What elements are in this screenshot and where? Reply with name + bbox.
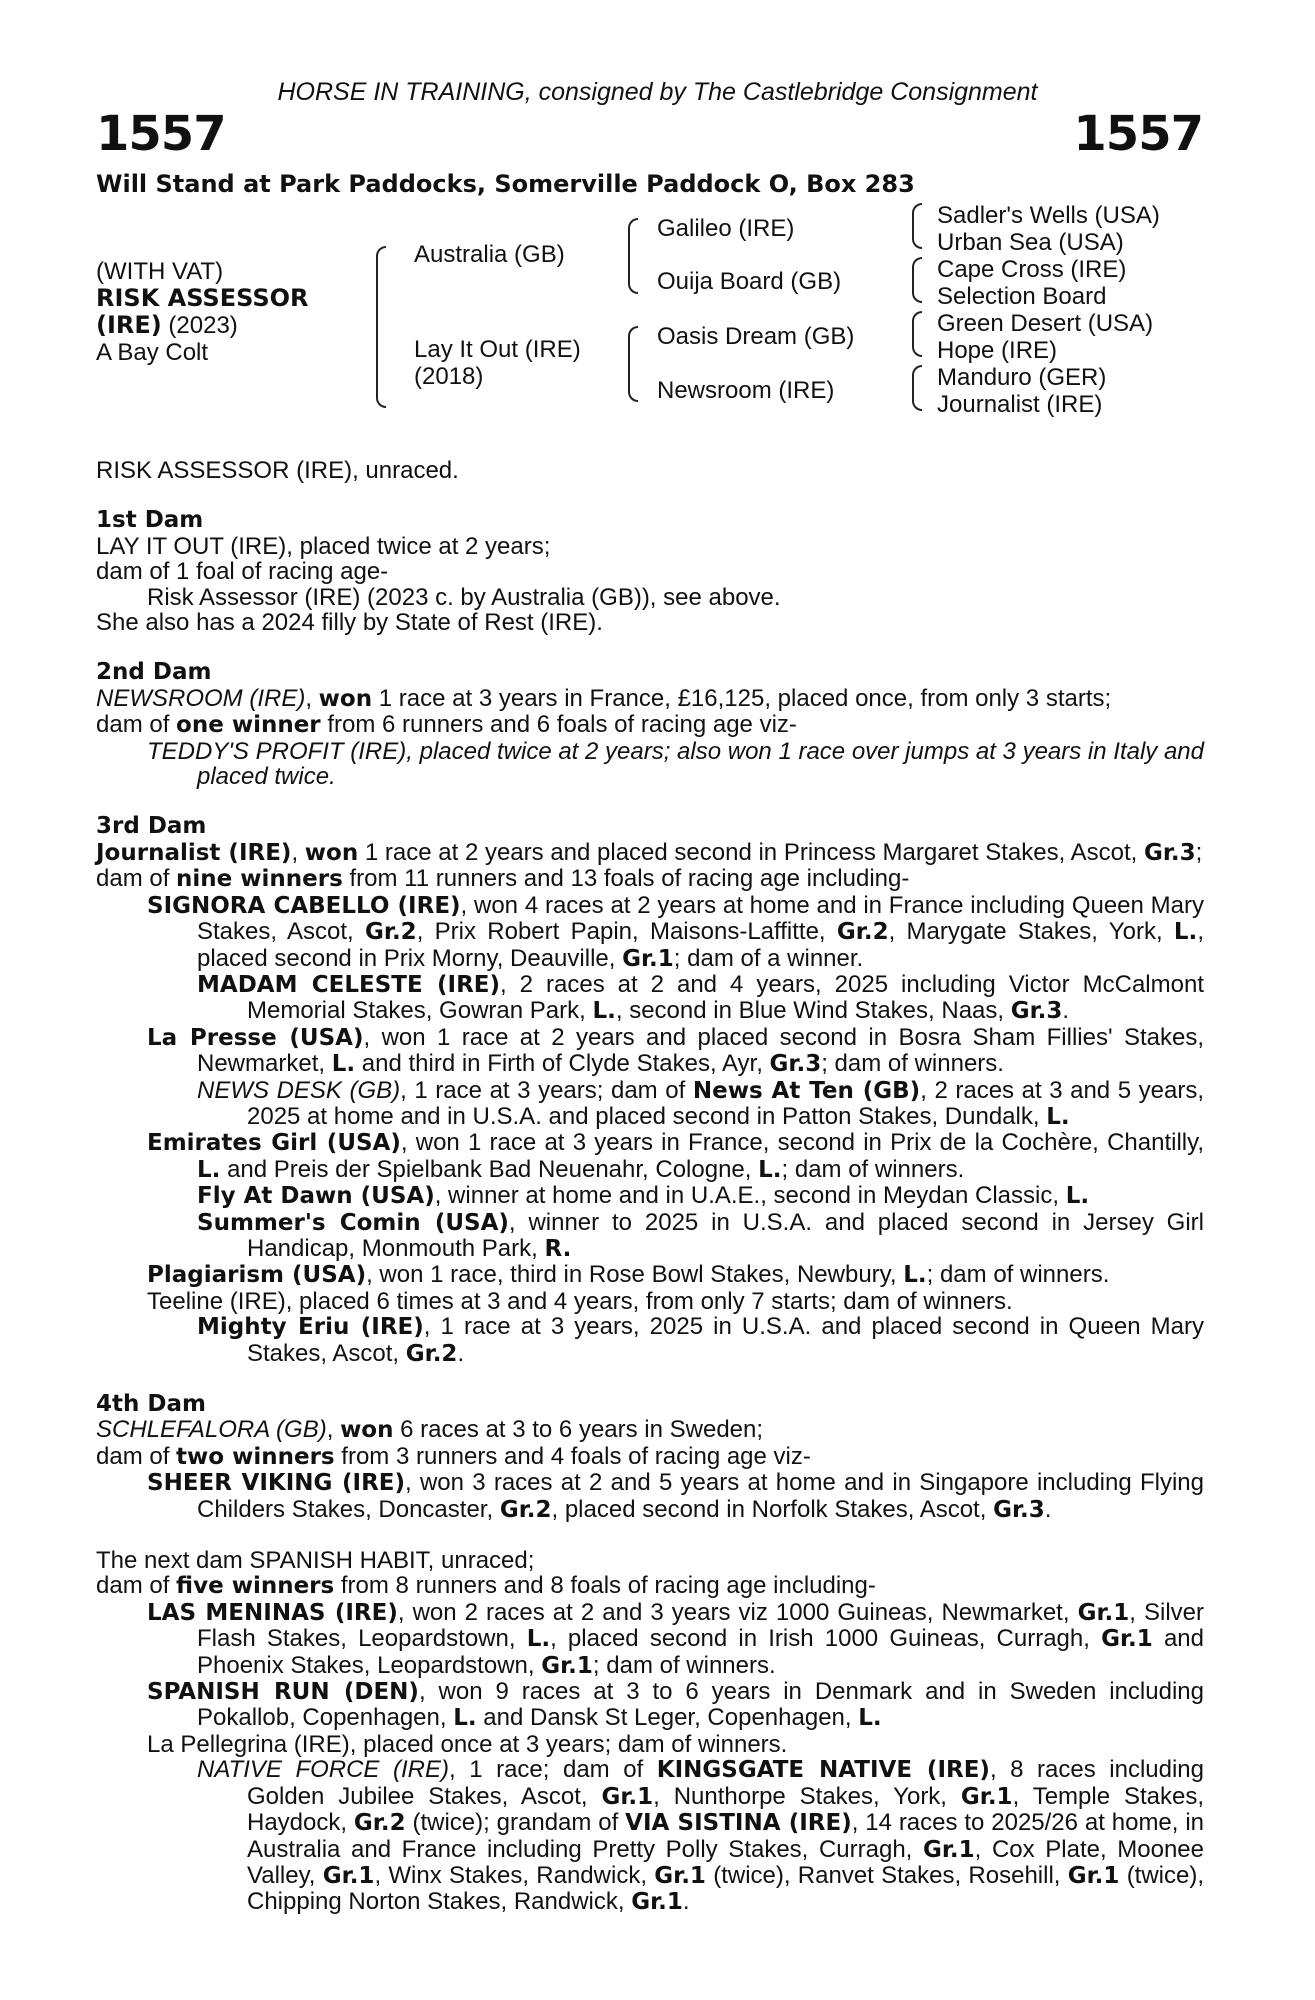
second-dam-name: NEWSROOM (IRE) [96,684,306,712]
bold-text: Gr.2 [365,919,417,946]
text-run: , 1 race at 3 years; dam of [400,1076,693,1104]
teddys-profit: TEDDY'S PROFIT (IRE), placed twice at 2 years; also won 1 race over jumps at 3 years in Italy and placed twice. [147,737,1204,791]
text-run: dam of [96,865,177,893]
text-run: from 3 runners and 4 foals of racing age viz- [334,1442,811,1470]
horse-name: RISK ASSESSOR [96,284,309,312]
bold-text: News At Ten (GB) [692,1077,921,1104]
bold-text: Mighty Eriu (IRE) [197,1314,424,1341]
text-run: , placed second in Irish 1000 Guineas, Curragh, [550,1625,1102,1653]
second-dam-produce [96,712,1204,738]
text-run: , won 1 race at 2 years and placed second in Bosra Sham Fillies' Stakes, Newmarket, [197,1023,1204,1078]
brace-dam-parents [628,326,638,402]
bold-text: L. [1046,1103,1070,1130]
catalogue-body [96,458,1204,1916]
text-run: , won 1 race at 3 years in France, second in Prix de la Cochère, Chantilly, [400,1129,1204,1157]
brace-sire-parents [628,218,638,294]
text-run: , 2 races at 2 and 4 years, 2025 including Victor McCalmont Memorial Stakes, Gowran Park, [247,970,1204,1025]
lot-number-left: 1557 [96,106,226,162]
next-dam-produce [96,1573,1204,1599]
great-grandsire-5: Green Desert (USA) [937,310,1154,337]
bold-text: Gr.3 [769,1051,822,1078]
text-run: dam of [96,1572,177,1600]
great-grandsire-7: Manduro (GER) [937,364,1107,391]
text-run: from 11 runners and 13 foals of racing age including- [342,865,910,893]
bold-text: SHEER VIKING (IRE) [147,1470,406,1497]
text-run: , won 9 races at 3 to 6 years in Denmark and in Sweden including Pokallob, Copenhagen, [197,1678,1204,1732]
text-run: 6 races at 3 to 6 years in Sweden; [393,1416,764,1444]
fourth-dam-record [96,1417,1204,1443]
text-run: and third in Firth of Clyde Stakes, Ayr, [355,1050,770,1078]
text-run: from 8 runners and 8 foals of racing age including- [334,1572,876,1600]
bold-text: Summer's Comin (USA) [197,1209,509,1236]
text-run: (twice), Chipping Norton Stakes, Randwick, [247,1861,1205,1916]
first-dam-heading: 1st Dam [96,507,204,534]
text-run: (twice), Ranvet Stakes, Rosehill, [705,1861,1068,1889]
grandsire-1: Galileo (IRE) [657,215,795,242]
bold-text: Gr.1 [1101,1626,1153,1653]
text-run: . [682,1888,690,1916]
plagiarism [96,1262,1204,1288]
third-dam-name: Journalist (IRE) [96,839,292,866]
bold-text: won [304,839,359,866]
text-run: , Marygate Stakes, York, [888,918,1174,946]
mighty-eriu [96,1314,1204,1367]
brace-ggs-3 [912,311,922,357]
text-run: SCHLEFALORA (GB) [96,1416,327,1444]
text-run: ; dam of winners. [926,1261,1110,1289]
bold-text: Gr.1 [654,1862,706,1889]
text-run: , Winx Stakes, Randwick, [374,1861,655,1889]
text-run: and Preis der Spielbank Bad Neuenahr, Cologne, [220,1155,759,1183]
sheer-viking [96,1470,1204,1523]
summary: RISK ASSESSOR (IRE), unraced. [96,457,459,484]
bold-text: Gr.1 [1067,1862,1120,1889]
bold-text: L. [903,1262,927,1289]
text-run: ; dam of a winner. [673,944,864,972]
text-run: , 14 races to 2025/26 at home, in Australia and France including Pretty Polly Stakes, Curragh, [247,1809,1204,1863]
spanish-run [96,1679,1204,1732]
text-run: , 2 races at 3 and 5 years, 2025 at home and in U.S.A. and placed second in Patton Stakes, Dundalk, [247,1076,1204,1130]
summers-comin [96,1210,1204,1263]
stand-location: Will Stand at Park Paddocks, Somerville Paddock O, Box 283 [96,170,915,198]
emirates-girl [96,1130,1204,1183]
fly-at-dawn [96,1183,1204,1209]
la-pellegrina: La Pellegrina (IRE), placed once at 3 years; dam of winners. [147,1730,788,1758]
text-run: , placed second in Prix Morny, Deauville, [197,918,1204,972]
bold-text: L. [758,1156,782,1183]
great-grandsire-8: Journalist (IRE) [937,391,1103,418]
text-run: NATIVE FORCE (IRE) [197,1756,449,1784]
bold-text: Gr.2 [499,1496,552,1523]
bold-text: KINGSGATE NATIVE (IRE) [656,1757,990,1784]
text-run: , 8 races including Golden Jubilee Stakes, Ascot, [247,1756,1205,1810]
bold-text: R. [544,1235,572,1262]
bold-text: La Presse (USA) [147,1024,364,1051]
bold-text: L. [1173,919,1198,946]
text-run: dam of [96,711,177,739]
consignment-header: HORSE IN TRAINING, consigned by The Castlebridge Consignment [277,78,1038,106]
text-run: from 6 runners and 6 foals of racing age viz- [320,711,797,739]
great-grandsire-3: Cape Cross (IRE) [937,256,1127,283]
bold-text: Gr.1 [1077,1599,1130,1626]
text-run: , placed second in Norfolk Stakes, Ascot, [551,1495,994,1523]
text-run: dam of [96,1442,177,1470]
next-dam-line: The next dam SPANISH HABIT, unraced; [96,1547,535,1575]
bold-text: L. [526,1626,551,1653]
dam-year: (2018) [414,363,484,390]
bold-text: Gr.3 [993,1496,1045,1523]
great-grandsire-4: Selection Board [937,283,1107,310]
text-run: ; dam of winners. [781,1155,965,1183]
brace-ggs-4 [912,365,922,411]
great-grandsire-1: Sadler's Wells (USA) [937,202,1160,229]
brace-ggs-1 [912,203,922,249]
bold-text: Gr.1 [960,1783,1013,1810]
text-run: and Dansk St Leger, Copenhagen, [476,1704,859,1732]
bold-text: L. [1065,1183,1090,1210]
bold-text: Gr.2 [353,1810,406,1837]
text-run: , winner to 2025 in U.S.A. and placed second in Jersey Girl Handicap, Monmouth Park, [247,1208,1205,1262]
bold-text: Plagiarism (USA) [147,1262,367,1289]
native-force [96,1757,1204,1915]
bold-text: Gr.2 [405,1340,458,1367]
news-desk [96,1078,1204,1131]
text-run: 1 race at 3 years in France, £16,125, placed once, from only 3 starts; [372,684,1112,712]
text-run: , [305,684,312,712]
text-run: , 1 race at 3 years, 2025 in U.S.A. and placed second in Queen Mary Stakes, Ascot, [247,1313,1204,1367]
bold-text: VIA SISTINA (IRE) [625,1810,852,1837]
text-run: ; dam of winners. [592,1651,776,1679]
text-run: (twice); grandam of [405,1809,626,1837]
bold-text: two winners [176,1443,335,1470]
teeline: Teeline (IRE), placed 6 times at 3 and 4 years, from only 7 starts; dam of winners. [147,1287,1013,1315]
text-run: , second in Blue Wind Stakes, Naas, [615,997,1011,1025]
text-run: , won 1 race, third in Rose Bowl Stakes, Newbury, [366,1261,904,1289]
text-run: , 1 race; dam of [448,1756,657,1784]
bold-text: Gr.1 [541,1652,593,1679]
bold-text: one winner [176,712,321,739]
bold-text: L. [331,1051,356,1078]
grandsire-4: Newsroom (IRE) [657,377,835,404]
lot-number-right: 1557 [1073,106,1203,162]
great-grandsire-2: Urban Sea (USA) [937,229,1124,256]
bold-text: L. [592,998,616,1025]
second-dam-record [96,686,1204,712]
bold-text: LAS MENINAS (IRE) [147,1599,398,1626]
text-run: and Phoenix Stakes, Leopardstown, [197,1625,1204,1679]
text-run: , Temple Stakes, Haydock, [247,1782,1204,1837]
text-run: , Silver Flash Stakes, Leopardstown, [197,1598,1204,1653]
text-run: ; dam of winners. [821,1050,1004,1078]
second-dam-heading: 2nd Dam [96,659,212,686]
bold-text: SIGNORA CABELLO (IRE) [147,892,461,919]
text-run: , Cox Plate, Moonee Valley, [247,1835,1205,1889]
grandsire-2: Ouija Board (GB) [657,268,842,295]
bold-text: SPANISH RUN (DEN) [147,1679,419,1706]
bold-text: Gr.2 [836,919,889,946]
text-run: . [1062,997,1070,1025]
fourth-dam-produce [96,1444,1204,1470]
text-run: , [291,838,299,866]
la-presse [96,1025,1204,1078]
horse-info [96,258,308,366]
bold-text: MADAM CELESTE (IRE) [197,971,501,998]
text-run: . [457,1339,465,1367]
grandsire-3: Oasis Dream (GB) [657,323,855,350]
text-run: . [1044,1495,1052,1523]
bold-text: Gr.1 [322,1862,375,1889]
text-run: , won 4 races at 2 years at home and in France including Queen Mary Stakes, Ascot, [197,891,1204,946]
bold-text: Gr.3 [1010,998,1063,1025]
horse-description: A Bay Colt [96,339,209,366]
first-dam-line-4: She also has a 2024 filly by State of Rest (IRE). [96,609,603,637]
bold-text: won [340,1417,394,1444]
great-grandsire-6: Hope (IRE) [937,337,1058,364]
bold-text: Gr.1 [601,1783,654,1810]
bold-text: Gr.1 [622,945,674,972]
text-run: , won 3 races at 2 and 5 years at home and in Singapore including Flying Childers Stakes, Doncaster, [197,1469,1204,1523]
text-run: , winner at home and in U.A.E., second in Meydan Classic, [434,1182,1066,1210]
bold-text: nine winners [176,866,343,893]
first-dam-line-2: dam of 1 foal of racing age- [96,558,389,586]
text-run: , [326,1416,334,1444]
first-dam-line-3: Risk Assessor (IRE) (2023 c. by Australia (GB)), see above. [147,583,781,611]
bold-text: Gr.1 [922,1836,975,1863]
bold-text: L. [858,1705,882,1732]
vat-note: (WITH VAT) [96,258,224,285]
bold-text: Gr.1 [631,1889,683,1916]
text-run: 1 race at 2 years and placed second in Princess Margaret Stakes, Ascot, [358,838,1144,866]
third-dam-produce [96,866,1204,892]
las-meninas [96,1600,1204,1679]
fourth-dam-heading: 4th Dam [96,1391,206,1417]
madam-celeste [96,972,1204,1025]
third-dam-heading: 3rd Dam [96,813,207,840]
brace-sire-dam [376,246,386,408]
bold-text: won [318,685,373,712]
first-dam-line-1: LAY IT OUT (IRE), placed twice at 2 years; [96,532,551,560]
text-run: NEWS DESK (GB) [197,1076,401,1104]
dam: Lay It Out (IRE) [414,336,581,363]
text-run: , won 2 races at 2 and 3 years viz 1000 Guineas, Newmarket, [397,1598,1078,1626]
signora-cabello [96,893,1204,972]
horse-origin: (IRE) [96,311,162,339]
bold-text: Fly At Dawn (USA) [197,1183,435,1210]
bold-text: five winners [176,1573,335,1600]
horse-year: (2023) [168,312,238,339]
bold-text: L. [453,1705,477,1732]
text-run: ; [1195,838,1203,866]
brace-ggs-2 [912,257,922,303]
sire: Australia (GB) [414,241,565,268]
text-run: , Prix Robert Papin, Maisons-Laffitte, [416,918,837,946]
text-run: , Nunthorpe Stakes, York, [653,1782,961,1810]
bold-text: Gr.3 [1143,839,1196,866]
third-dam-record [96,840,1204,866]
bold-text: Emirates Girl (USA) [147,1130,401,1157]
bold-text: L. [197,1156,221,1183]
